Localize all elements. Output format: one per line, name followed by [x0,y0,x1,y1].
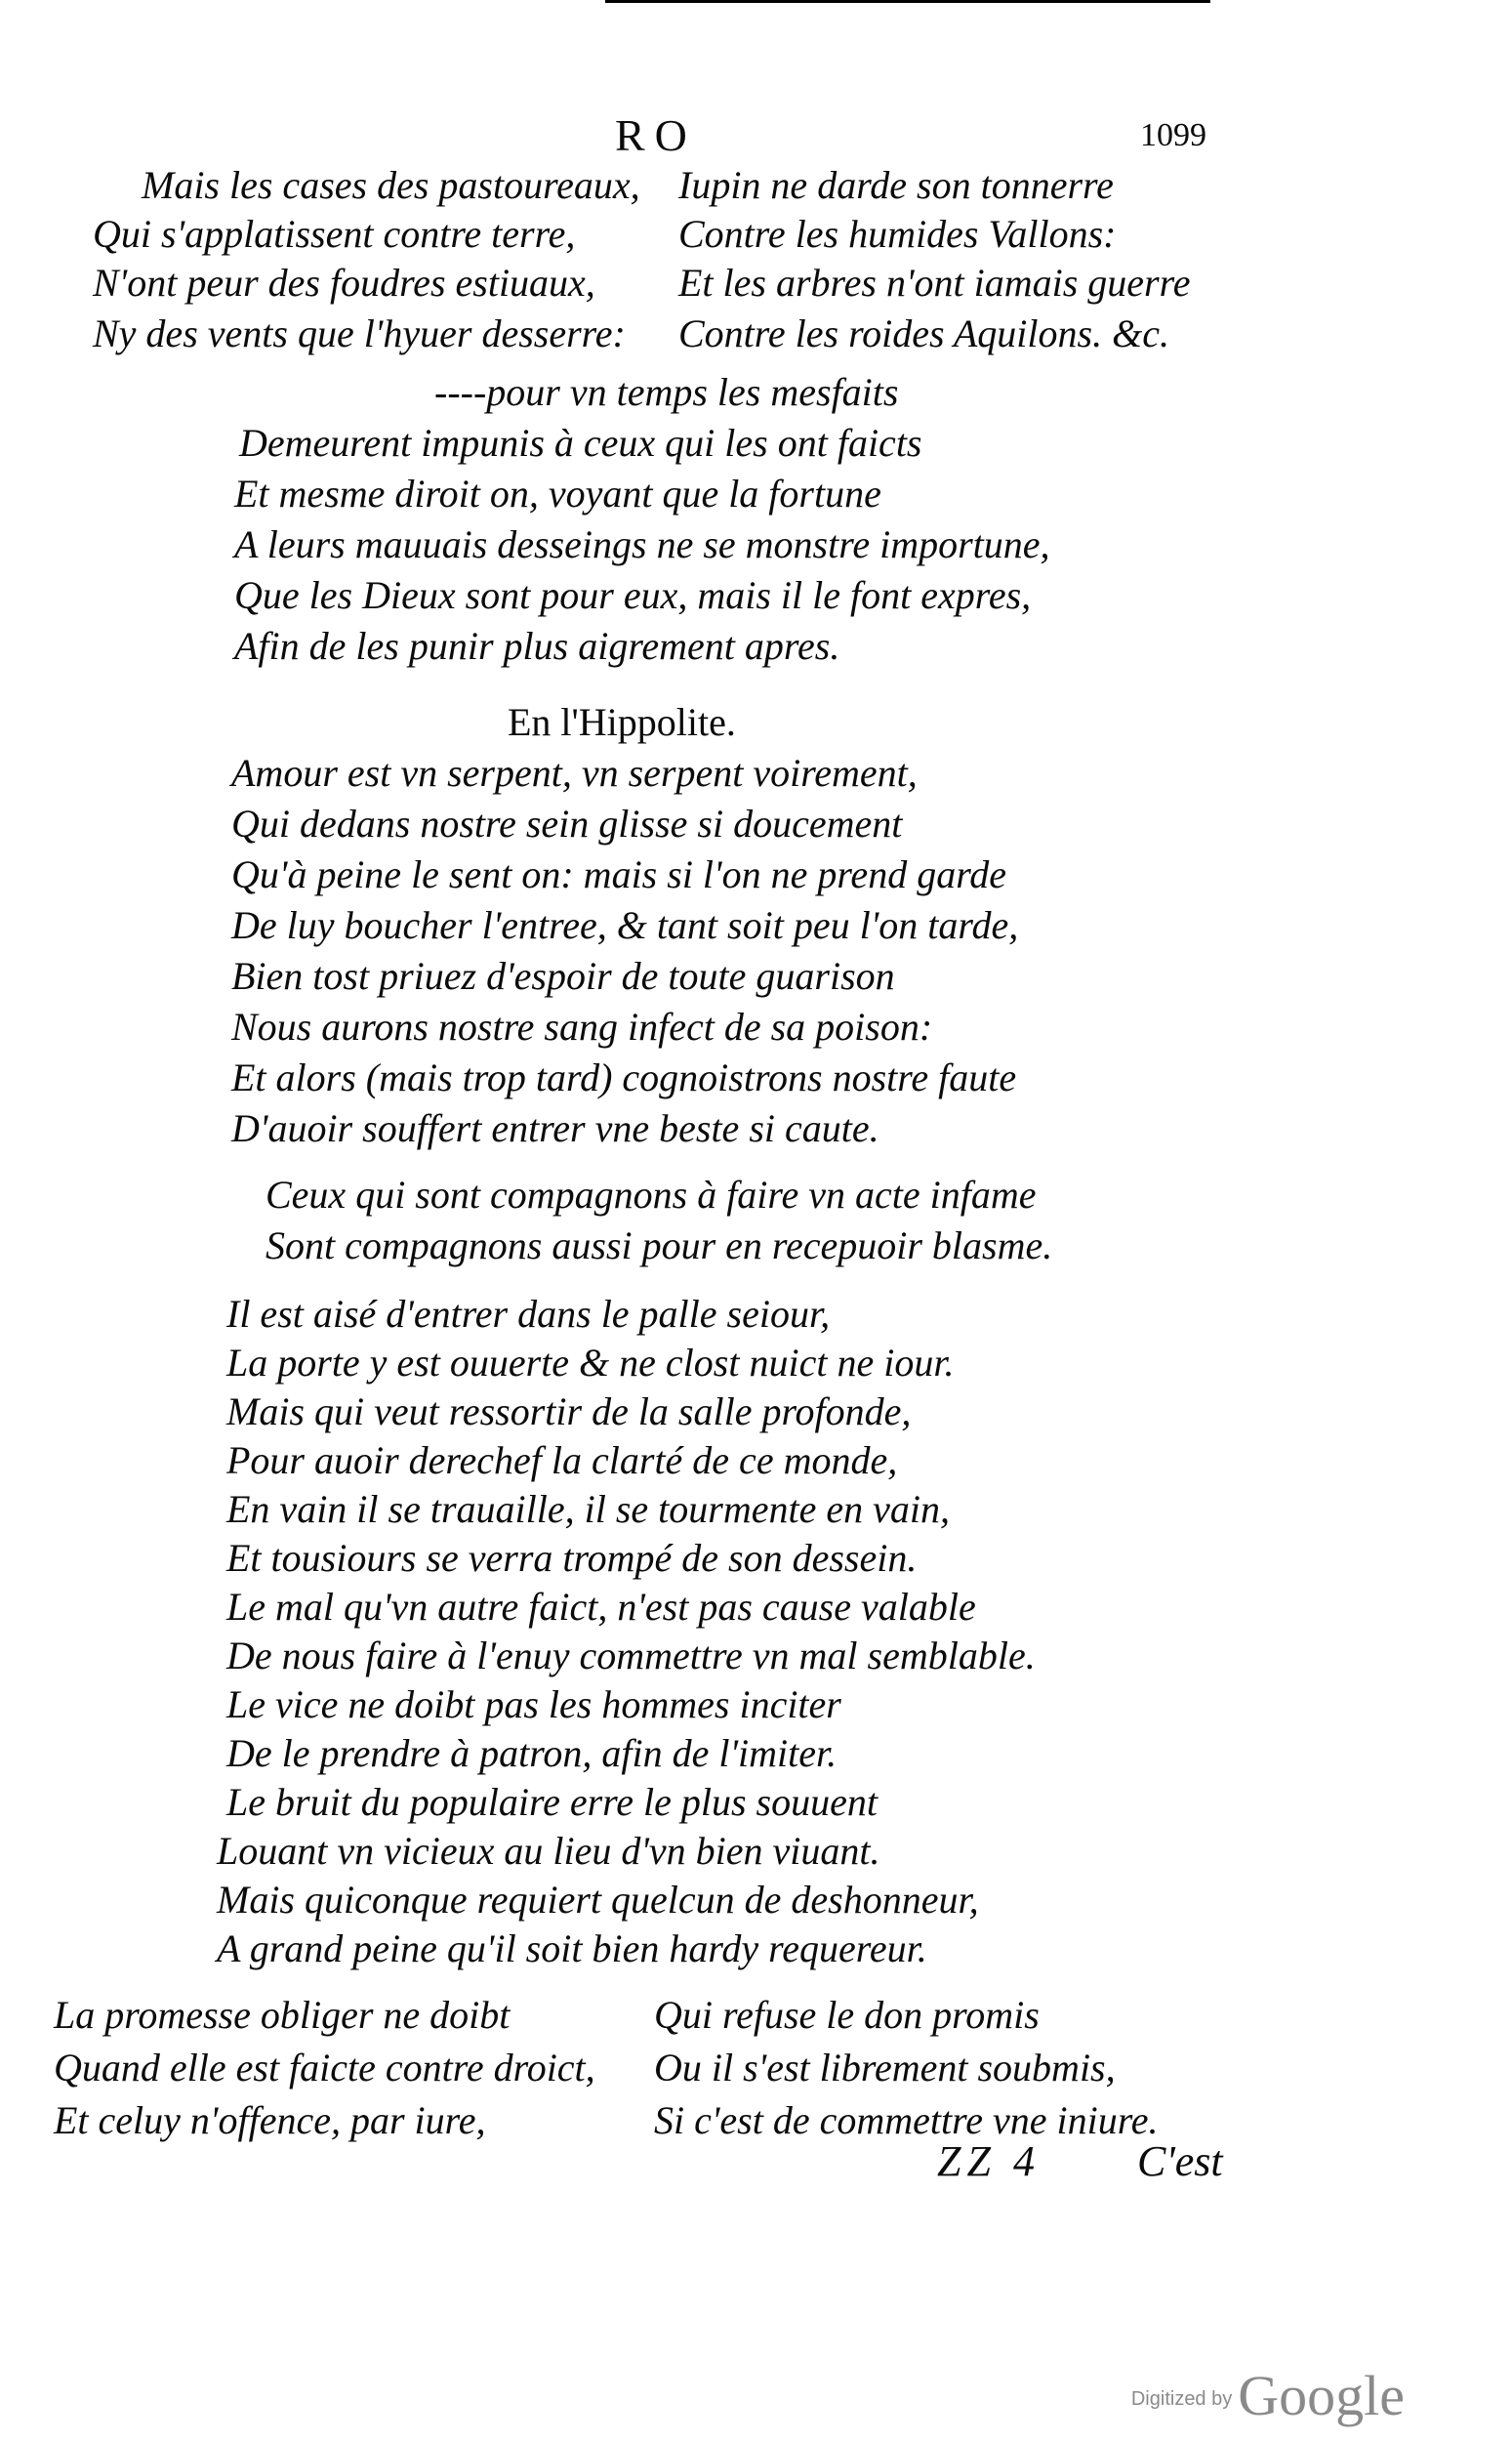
verse-line: De le prendre à patron, afin de l'imiter. [226,1731,838,1775]
verse-line: Si c'est de commettre vne iniure. [654,2098,1159,2142]
verse-line: Qui dedans nostre sein glisse si doucement [231,802,903,846]
verse-line: Ny des vents que l'hyuer desserre: [93,311,626,355]
verse-line: Bien tost priuez d'espoir de toute guarison [231,954,895,998]
verse-line: ----pour vn temps les mesfaits [434,370,899,414]
verse-line: Ceux qui sont compagnons à faire vn acte infame [266,1173,1037,1217]
verse-line: Et tousiours se verra trompé de son dessein. [226,1536,918,1580]
verse-line: Qu'à peine le sent on: mais si l'on ne prend garde [231,852,1007,896]
verse-line: Qui s'applatissent contre terre, [93,212,576,256]
verse-line: Mais qui veut ressortir de la salle profonde, [226,1389,912,1433]
running-header: RO [615,110,697,160]
verse-line: De nous faire à l'enuy commettre vn mal semblable. [226,1634,1036,1677]
catchword: C'est [1137,2137,1223,2185]
verse-line: Le mal qu'vn autre faict, n'est pas cause valable [226,1585,976,1629]
verse-line: Le bruit du populaire erre le plus souuent [226,1780,878,1824]
verse-line: Sont compagnons aussi pour en recepuoir blasme. [266,1223,1053,1267]
verse-line: A leurs mauuais desseings ne se monstre importune, [234,522,1050,566]
verse-line: Afin de les punir plus aigrement apres. [234,624,840,668]
verse-line: Demeurent impunis à ceux qui les ont faicts [239,421,922,465]
verse-line: En vain il se trauaille, il se tourmente en vain, [226,1487,950,1531]
verse-line: La promesse obliger ne doibt [54,1993,511,2037]
verse-line: Pour auoir derechef la clarté de ce monde, [226,1438,898,1482]
verse-line: La porte y est ouuerte & ne clost nuict ne iour. [226,1341,955,1385]
digitized-watermark [1131,2363,1405,2428]
verse-line: Contre les roides Aquilons. &c. [678,311,1169,355]
verse-line: N'ont peur des foudres estiuaux, [93,261,595,305]
verse-line: Louant vn vicieux au lieu d'vn bien viuant. [217,1829,880,1873]
verse-line: Et les arbres n'ont iamais guerre [678,261,1191,305]
verse-line: Qui refuse le don promis [654,1993,1040,2037]
verse-line: Mais quiconque requiert quelcun de deshonneur, [217,1878,979,1922]
verse-line: D'auoir souffert entrer vne beste si caute. [231,1106,879,1150]
verse-line: Ou il s'est librement soubmis, [654,2046,1116,2089]
verse-line: Quand elle est faicte contre droict, [54,2046,595,2089]
verse-line: De luy boucher l'entree, & tant soit peu l'on tarde, [231,903,1019,947]
verse-line: Et mesme diroit on, voyant que la fortune [234,472,881,516]
verse-line: Contre les humides Vallons: [678,212,1117,256]
verse-line: Nous aurons nostre sang infect de sa poison: [231,1005,933,1049]
verse-line: Et alors (mais trop tard) cognoistrons nostre faute [231,1055,1017,1099]
verse-line: Que les Dieux sont pour eux, mais il le font expres, [234,573,1032,617]
signature-mark: ZZ 4 [937,2137,1041,2185]
section-heading: En l'Hippolite. [508,700,736,744]
verse-line: Le vice ne doibt pas les hommes inciter [226,1682,841,1726]
verse-line: Iupin ne darde son tonnerre [678,163,1114,207]
top-edge-rule [605,0,1210,3]
page-number: 1099 [1140,117,1206,153]
google-logo: Google [1238,2364,1405,2427]
verse-line: Et celuy n'offence, par iure, [54,2098,486,2142]
watermark-caption: Digitized by [1130,2388,1233,2410]
verse-line: Amour est vn serpent, vn serpent voirement, [231,751,918,795]
verse-line: Mais les cases des pastoureaux, [142,163,640,207]
verse-line: Il est aisé d'entrer dans le palle seiour, [226,1292,831,1336]
verse-line: A grand peine qu'il soit bien hardy requereur. [217,1926,927,1970]
